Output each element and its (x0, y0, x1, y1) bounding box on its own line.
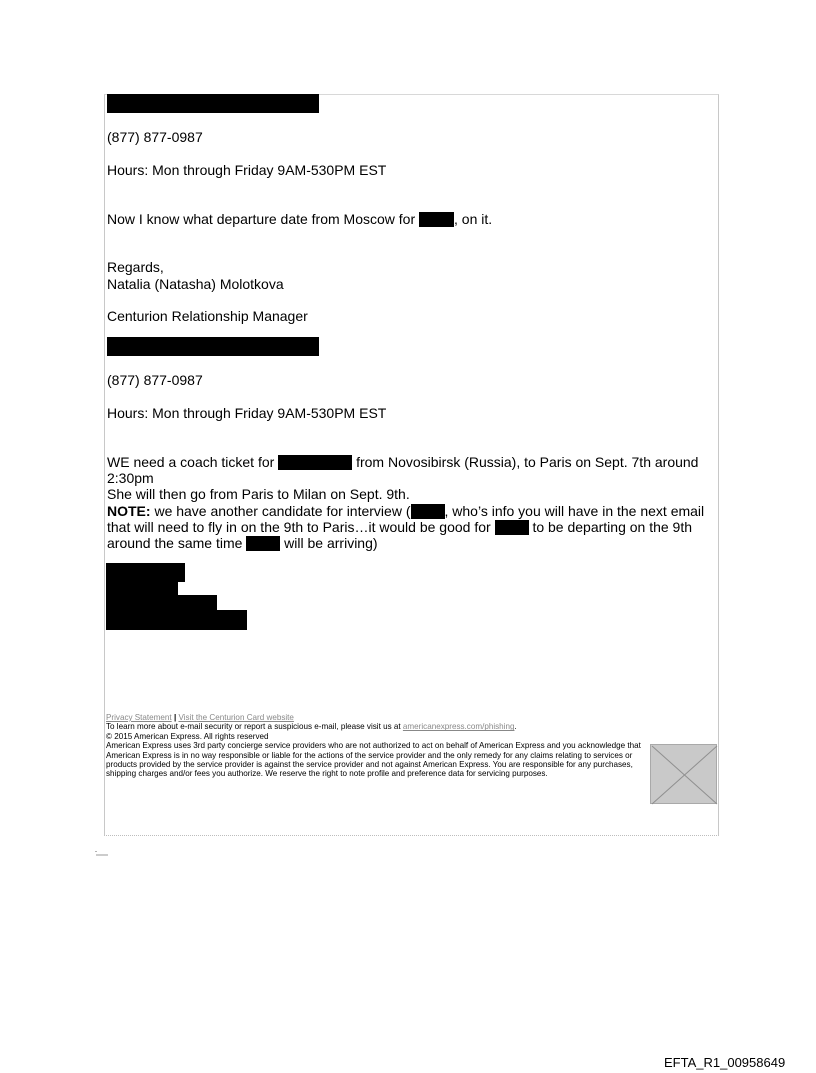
security-notice (106, 722, 651, 731)
signature-name: Natalia (Natasha) Molotkova (107, 276, 284, 292)
security-period: . (514, 722, 517, 732)
message-text: from Novosibirsk (Russia), to Paris on Sept. 7th around 2:30pm (107, 454, 699, 487)
message-line (107, 211, 492, 227)
message-text: WE need a coach ticket for (107, 454, 279, 470)
email-footer (106, 713, 651, 779)
message-text: , on it. (454, 211, 493, 227)
document-id: EFTA_R1_00958649 (664, 1055, 786, 1070)
security-text: To learn more about e-mail security or report a suspicious e-mail, please visit us at (106, 722, 403, 732)
redaction-inline (419, 212, 454, 227)
centurion-website-link[interactable]: Visit the Centurion Card website (178, 713, 294, 722)
message-text: , who’s info you will have in the next email that will need to fly in on the 9th to Paris…it would be good for (107, 502, 705, 535)
signature-title: Centurion Relationship Manager (107, 308, 308, 324)
privacy-statement-link[interactable]: Privacy Statement (106, 713, 172, 722)
phishing-link[interactable]: americanexpress.com/phishing (402, 722, 515, 732)
request-message (107, 454, 707, 551)
disclaimer-text: American Express uses 3rd party concierge service providers who are not authorized to act on behalf of American Express and you acknowledge that American Express is in no way responsible or liable for the actions of the service provider and the only remedy for any claims relating to services or products provided by the service provider is against the service provider and not against American Express. You are responsible for any purchases, shipping charges and/or fees you authorize. We reserve the right to note profile and preference data for servicing purposes. (106, 741, 641, 779)
message-text: She will then go from Paris to Milan on Sept. 9th. (107, 486, 410, 503)
link-separator: | (173, 713, 177, 722)
message-text: to be departing on the 9th around the same time (107, 518, 693, 552)
redaction-inline (246, 536, 280, 551)
message-text: will be arriving) (280, 535, 378, 552)
message-text: we have another candidate for interview ( (150, 502, 411, 519)
tiny-mark-icon (95, 850, 109, 856)
footer-links (106, 713, 651, 722)
phone-number: (877) 877-0987 (107, 129, 203, 145)
redaction-inline (278, 455, 352, 470)
copyright-text: © 2015 American Express. All rights reserved (106, 731, 269, 741)
phone-number: (877) 877-0987 (107, 372, 203, 388)
hours-text: Hours: Mon through Friday 9AM-530PM EST (107, 162, 387, 178)
redaction-inline (411, 504, 445, 519)
note-label: NOTE: (107, 502, 151, 519)
redaction-inline (495, 520, 529, 535)
redaction-bar (107, 337, 319, 356)
redaction-block (106, 610, 247, 630)
message-text: Now I know what departure date from Moscow for (107, 211, 420, 227)
hours-text: Hours: Mon through Friday 9AM-530PM EST (107, 405, 387, 421)
signature-regards: Regards, (107, 259, 164, 275)
redaction-bar (107, 94, 319, 113)
broken-image-icon (650, 744, 717, 804)
